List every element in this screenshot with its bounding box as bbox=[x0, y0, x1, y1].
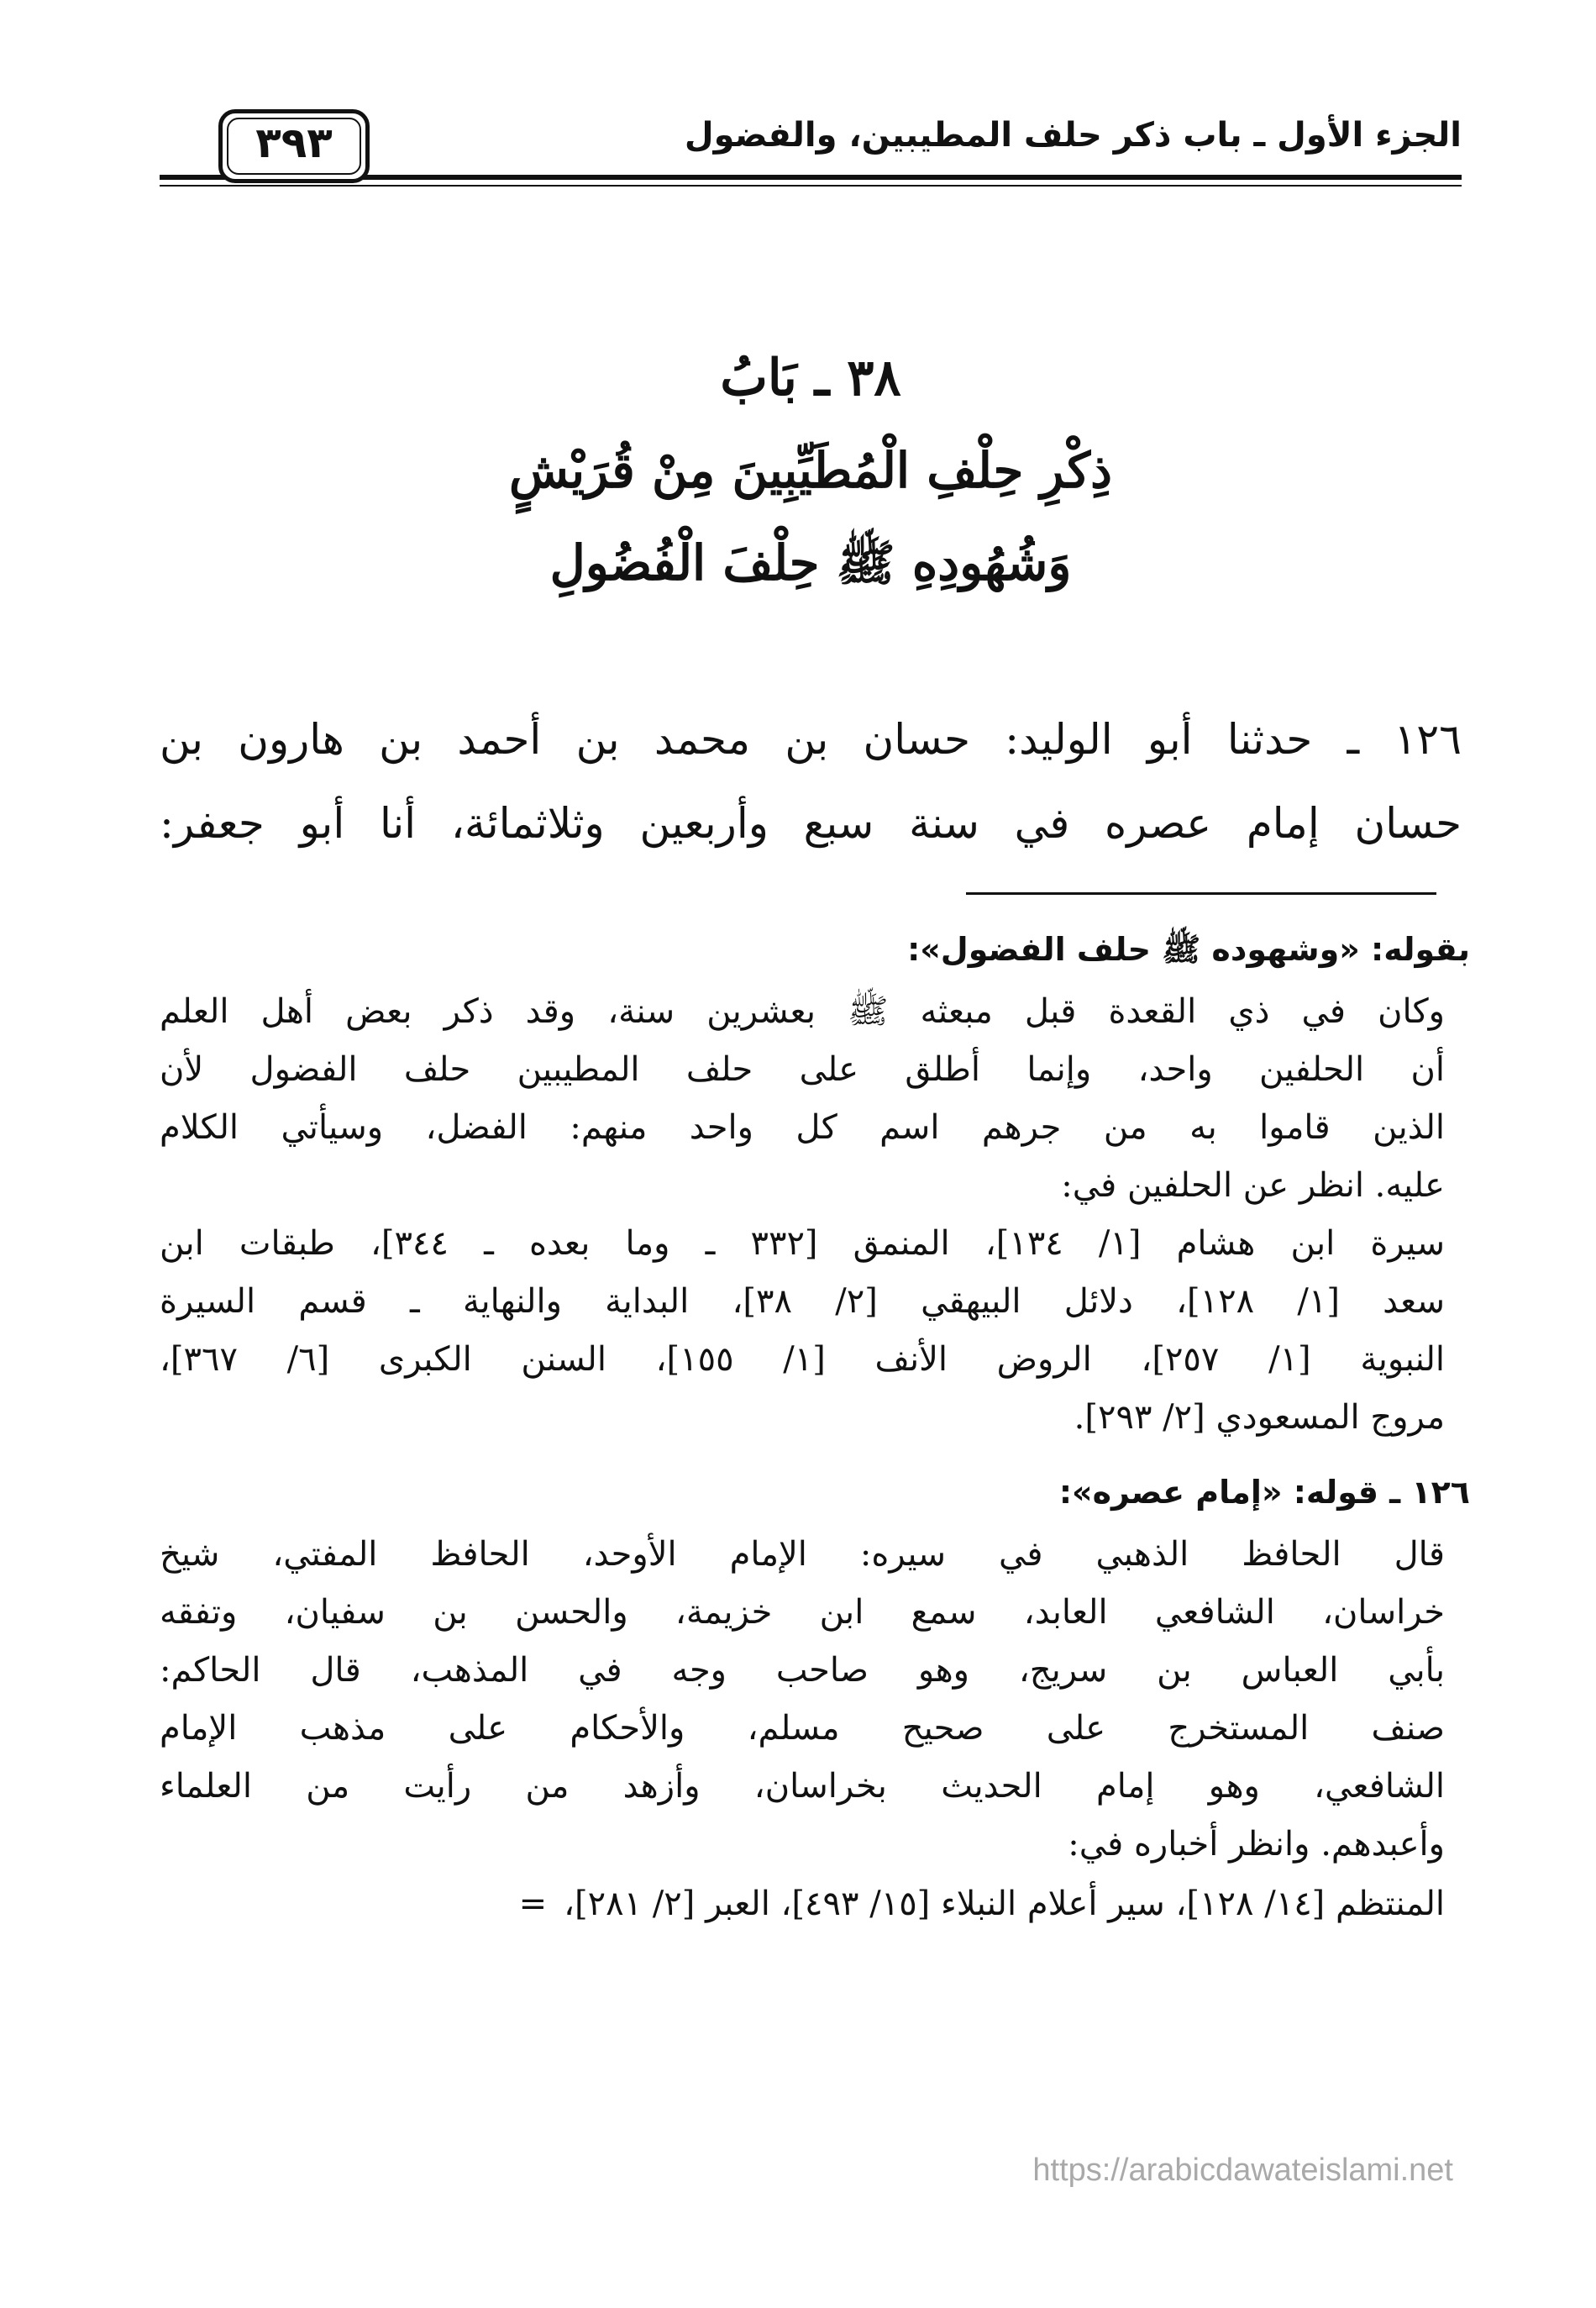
footnote-trailing-text: المنتظم [١٤/ ١٢٨]، سير أعلام النبلاء [١٥/ ٤٩٣]، العبر [٢/ ٢٨١]، bbox=[564, 1885, 1445, 1923]
footnote-body bbox=[160, 1526, 1470, 1874]
footnote-body bbox=[160, 983, 1470, 1447]
running-header bbox=[160, 109, 1462, 193]
chapter-heading bbox=[160, 332, 1462, 609]
footnote-line: خراسان، الشافعي العابد، سمع ابن خزيمة، والحسن بن سفيان، وتفقه bbox=[160, 1593, 1445, 1632]
footnote-line: صنف المستخرج على صحيح مسلم، والأحكام على مذهب الإمام bbox=[160, 1709, 1445, 1748]
footnote-line: أن الحلفين واحد، وإنما أطلق على حلف المطيبين حلف الفضول لأن bbox=[160, 1050, 1445, 1089]
watermark-url: https://arabicdawateislami.net bbox=[1032, 2153, 1453, 2188]
chapter-title-line-1: ذِكْرِ حِلْفِ الْمُطَيِّبِينَ مِنْ قُرَيْشٍ bbox=[509, 442, 1112, 499]
footnote-line: سيرة ابن هشام [١/ ١٣٤]، المنمق [٣٣٢ ـ وما بعده ـ ٣٤٤]، طبقات ابن bbox=[160, 1224, 1446, 1263]
continuation-mark: = bbox=[518, 1885, 548, 1923]
footnotes bbox=[160, 916, 1470, 1934]
running-title: الجزء الأول ـ باب ذكر حلف المطيبين، والفضول bbox=[684, 116, 1462, 155]
header-rule-thin bbox=[160, 185, 1462, 187]
footnote-line: وكان في ذي القعدة قبل مبعثه ﷺ بعشرين سنة، وقد ذكر بعض أهل العلم bbox=[160, 992, 1445, 1031]
footnote-line: مروج المسعودي [٢/ ٢٩٣]. bbox=[1074, 1398, 1445, 1437]
chapter-title-line-2: وَشُهُودِهِ ﷺ حِلْفَ الْفُضُولِ bbox=[549, 534, 1072, 591]
footnote-1 bbox=[160, 916, 1470, 1447]
footnote-line: بأبي العباس بن سريج، وهو صاحب وجه في المذهب، قال الحاكم: bbox=[160, 1651, 1445, 1690]
footnote-line: قال الحافظ الذهبي في سيره: الإمام الأوحد، الحافظ المفتي، شيخ bbox=[160, 1535, 1445, 1574]
main-text bbox=[160, 697, 1462, 865]
footnote-trailing-line bbox=[160, 1874, 1470, 1934]
chapter-number: ٣٨ ـ بَابُ bbox=[720, 349, 901, 407]
footnote-line: عليه. انظر عن الحلفين في: bbox=[1061, 1166, 1445, 1205]
footnote-separator bbox=[966, 892, 1436, 895]
footnote-line: الشافعي، وهو إمام الحديث بخراسان، وأزهد من رأيت من العلماء bbox=[160, 1767, 1445, 1806]
footnote-line: الذين قاموا به من جرهم اسم كل واحد منهم: الفضل، وسيأتي الكلام bbox=[160, 1108, 1446, 1147]
main-text-line: حسان إمام عصره في سنة سبع وأربعين وثلاثمائة، أنا أبو جعفر: bbox=[160, 799, 1462, 848]
footnote-line: سعد [١/ ١٢٨]، دلائل البيهقي [٢/ ٣٨]، البداية والنهاية ـ قسم السيرة bbox=[160, 1282, 1445, 1321]
footnote-line: وأعبدهم. وانظر أخباره في: bbox=[1068, 1825, 1445, 1864]
footnote-heading: بقوله: «وشهوده ﷺ حلف الفضول»: bbox=[907, 931, 1470, 968]
footnote-heading: ١٢٦ ـ قوله: «إمام عصره»: bbox=[1058, 1474, 1470, 1511]
footnote-line: النبوية [١/ ٢٥٧]، الروض الأنف [١/ ١٥٥]، السنن الكبرى [٦/ ٣٦٧]، bbox=[160, 1340, 1446, 1379]
page-number: ٣٩٣ bbox=[255, 118, 333, 167]
main-text-line: ١٢٦ ـ حدثنا أبو الوليد: حسان بن محمد بن أحمد بن هارون بن bbox=[160, 715, 1462, 764]
footnote-2 bbox=[160, 1459, 1470, 1934]
page-number-frame bbox=[218, 109, 370, 183]
